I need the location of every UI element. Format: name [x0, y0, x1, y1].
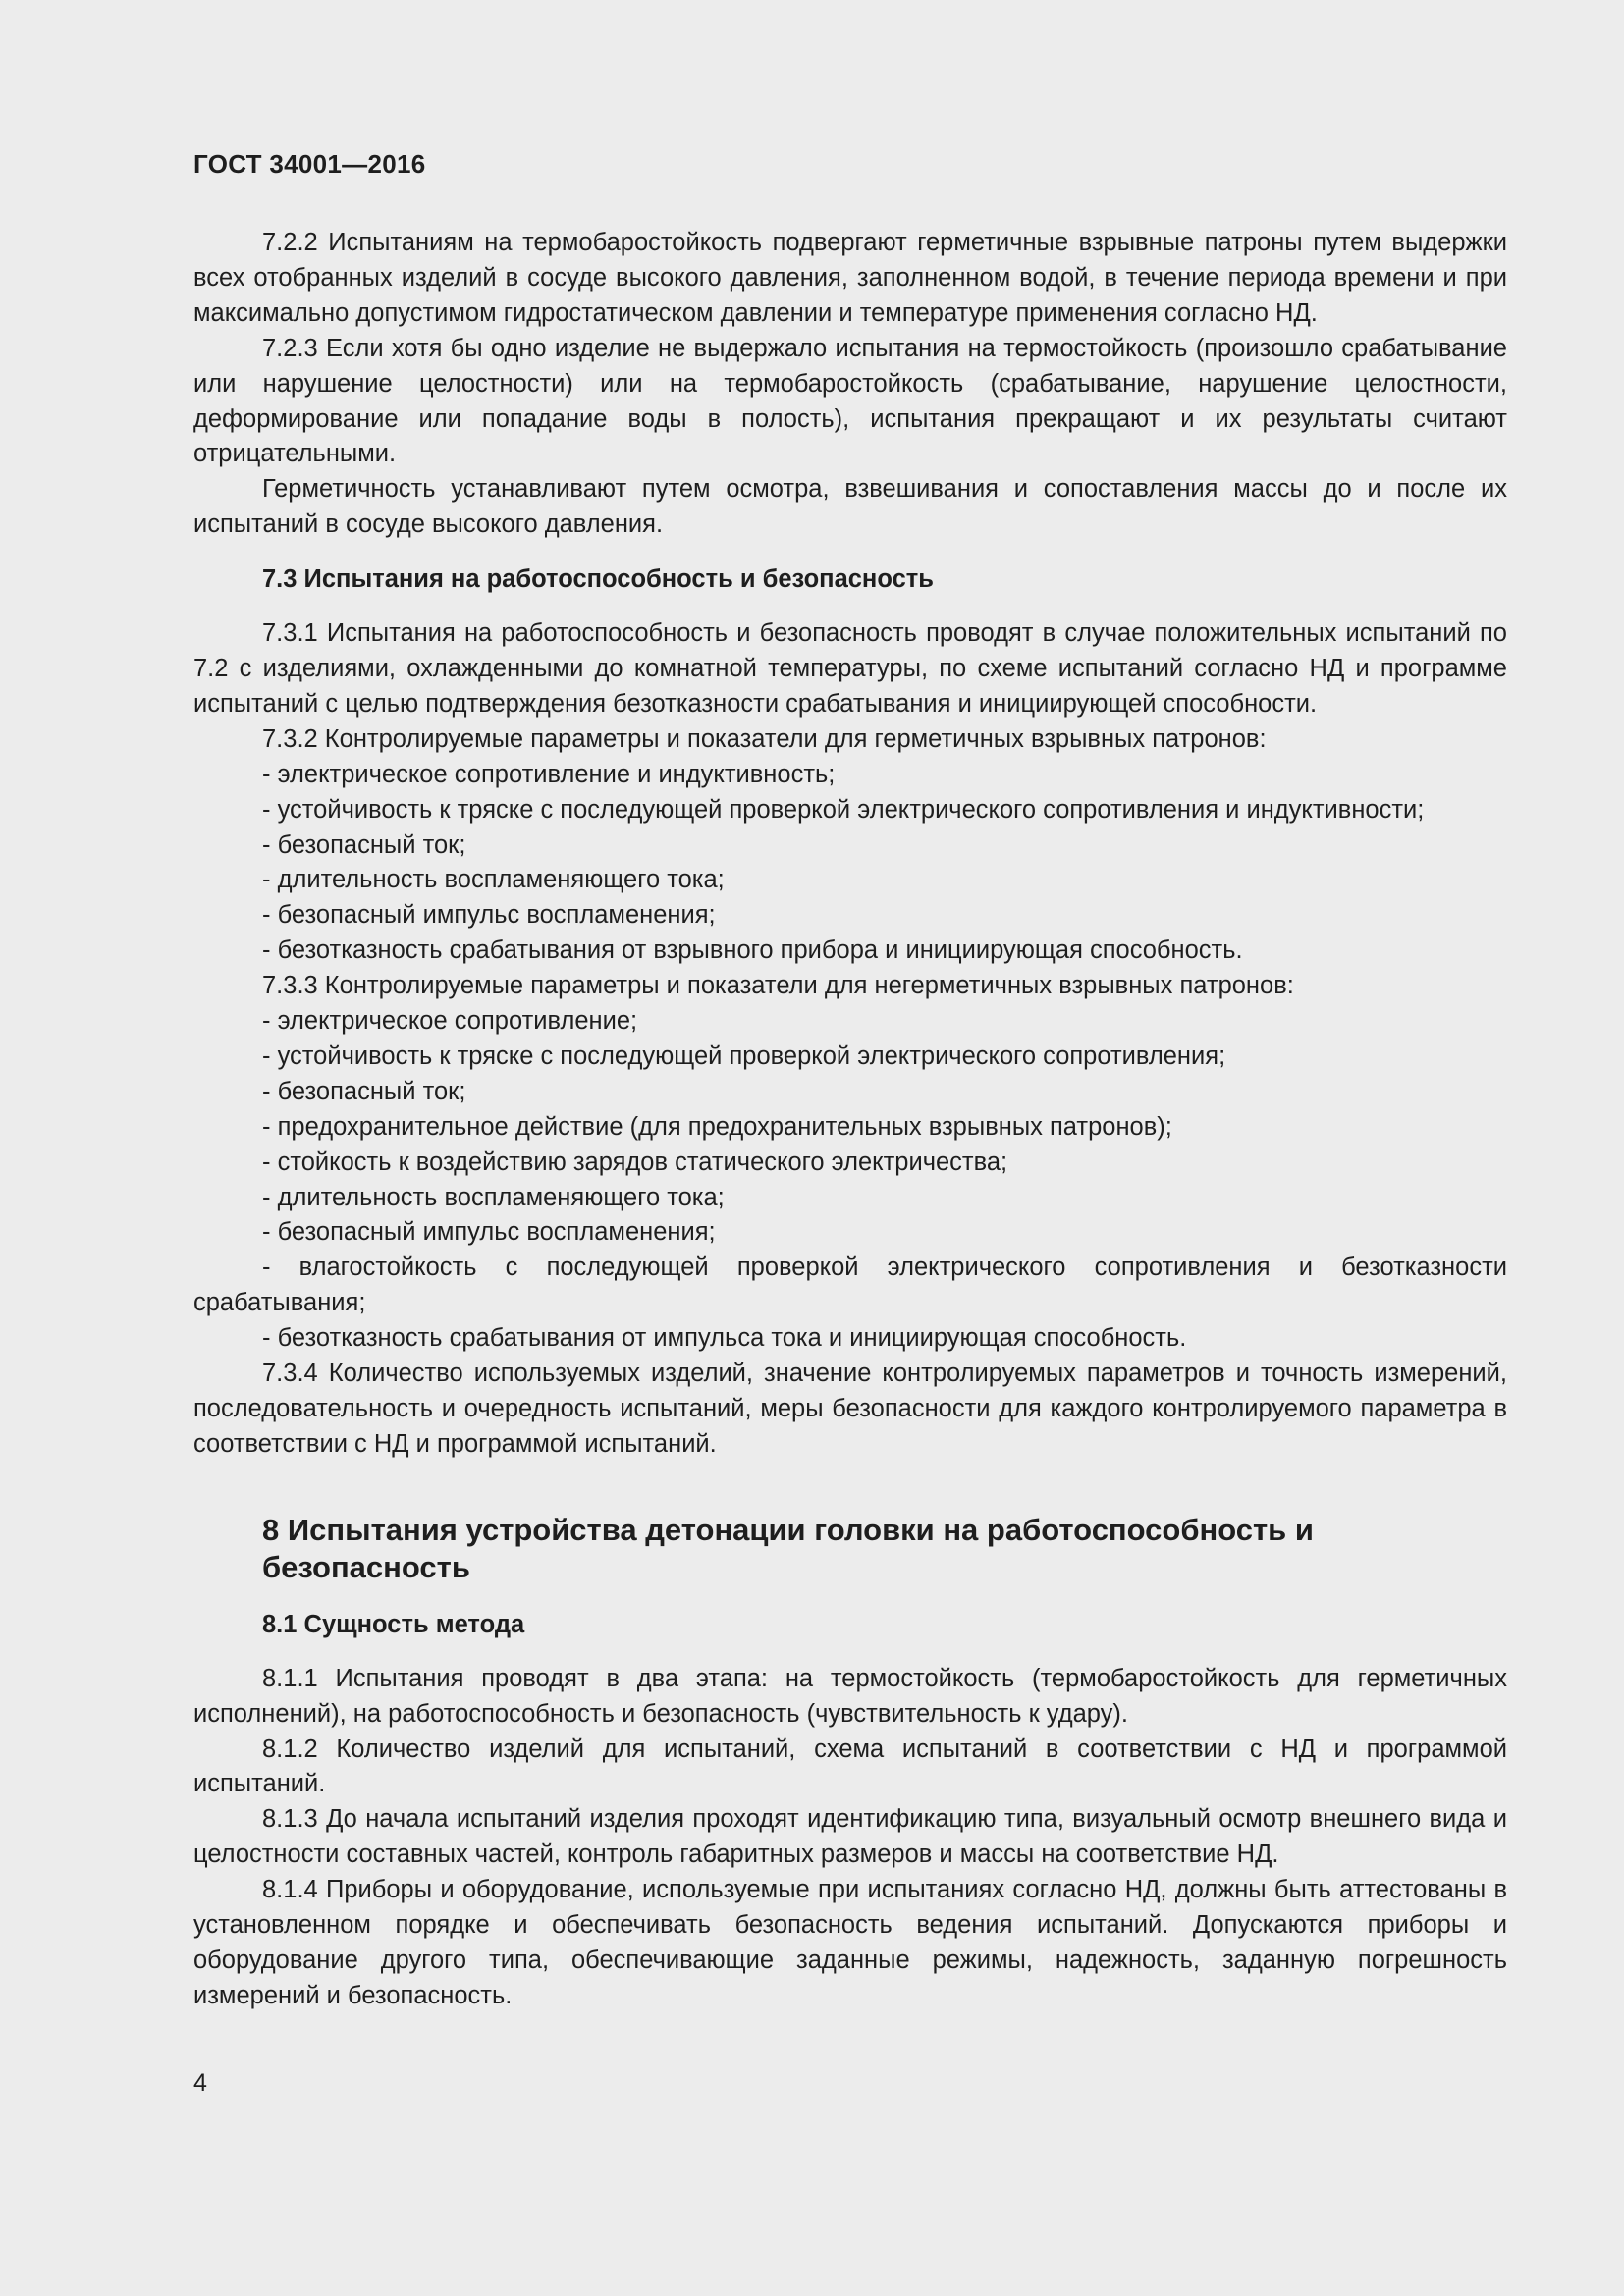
list-item: - безотказность срабатывания от импульса тока и инициирующая способность.	[262, 1324, 1187, 1353]
list-item: - безопасный импульс воспламенения;	[262, 901, 716, 930]
page-number: 4	[193, 2069, 207, 2097]
document-header: ГОСТ 34001—2016	[193, 149, 426, 179]
list-7-3-3	[193, 1004, 1507, 1357]
list-item: - длительность воспламеняющего тока;	[262, 866, 725, 894]
section-heading-8: 8 Испытания устройства детонации головки на работоспособность и безопасность	[262, 1512, 1314, 1584]
list-item: - безопасный ток;	[262, 830, 466, 859]
list-item: - безопасный ток;	[262, 1077, 466, 1105]
section-heading-8-1: 8.1 Сущность метода	[262, 1610, 525, 1638]
paragraph-7-2-2: 7.2.2 Испытаниям на термобаростойкость подвергают герметичные взрывные патроны путем выдержки всех отобранных изделий в сосуде высокого давления, заполненном водой, в течение периода времени и при максимально допустимом гидростатическом давлении и температуре применения согласно НД.	[193, 229, 1507, 327]
paragraph-7-2-3: 7.2.3 Если хотя бы одно изделие не выдержало испытания на термостойкость (произошло срабатывание или нарушение целостности) или на термобаростойкость (срабатывание, нарушение целостности, деформирование или попадание воды в полость), испытания прекращают и их результаты считают отрицательными.	[193, 334, 1507, 468]
list-item: - безопасный импульс воспламенения;	[262, 1218, 716, 1247]
document-body	[193, 226, 1507, 2014]
list-item: - влагостойкость с последующей проверкой электрического сопротивления и безотказности срабатывания;	[193, 1254, 1507, 1317]
paragraph-hermetic: Герметичность устанавливают путем осмотра, взвешивания и сопоставления массы до и после их испытаний в сосуде высокого давления.	[193, 475, 1507, 539]
paragraph-7-3-4: 7.3.4 Количество используемых изделий, значение контролируемых параметров и точность измерений, последовательность и очередность испытаний, меры безопасности для каждого контролируемого параметра в соответствии с НД и программой испытаний.	[193, 1360, 1507, 1458]
paragraph-8-1-3: 8.1.3 До начала испытаний изделия проходят идентификацию типа, визуальный осмотр внешнего вида и целостности составных частей, контроль габаритных размеров и массы на соответствие НД.	[193, 1805, 1507, 1869]
paragraph-7-3-1: 7.3.1 Испытания на работоспособность и безопасность проводят в случае положительных испытаний по 7.2 с изделиями, охлажденными до комнатной температуры, по схеме испытаний согласно НД и программе испытаний с целью подтверждения безотказности срабатывания и инициирующей способности.	[193, 619, 1507, 718]
list-item: - стойкость к воздействию зарядов статического электричества;	[262, 1148, 1008, 1176]
list-item: - электрическое сопротивление;	[262, 1007, 638, 1036]
section-heading-7-3: 7.3 Испытания на работоспособность и безопасность	[262, 565, 934, 594]
list-item: - устойчивость к тряске с последующей проверкой электрического сопротивления и индуктивности;	[262, 795, 1425, 824]
paragraph-8-1-2: 8.1.2 Количество изделий для испытаний, схема испытаний в соответствии с НД и программой испытаний.	[193, 1735, 1507, 1798]
paragraph-8-1-1: 8.1.1 Испытания проводят в два этапа: на термостойкость (термобаростойкость для герметичных исполнений), на работоспособность и безопасность (чувствительность к удару).	[193, 1664, 1507, 1728]
list-item: - электрическое сопротивление и индуктивность;	[262, 760, 836, 788]
list-item: - длительность воспламеняющего тока;	[262, 1183, 725, 1211]
list-item: - безотказность срабатывания от взрывного прибора и инициирующая способность.	[262, 936, 1243, 965]
list-item: - устойчивость к тряске с последующей проверкой электрического сопротивления;	[262, 1041, 1226, 1070]
paragraph-7-3-2: 7.3.2 Контролируемые параметры и показатели для герметичных взрывных патронов:	[262, 724, 1267, 753]
paragraph-7-3-3: 7.3.3 Контролируемые параметры и показатели для негерметичных взрывных патронов:	[262, 972, 1294, 1000]
paragraph-8-1-4: 8.1.4 Приборы и оборудование, используемые при испытаниях согласно НД, должны быть аттестованы в установленном порядке и обеспечивать безопасность ведения испытаний. Допускаются приборы и оборудование другого типа, обеспечивающие заданные режимы, надежность, заданную погрешность измерений и безопасность.	[193, 1876, 1507, 2009]
list-7-3-2	[193, 758, 1507, 969]
list-item: - предохранительное действие (для предохранительных взрывных патронов);	[262, 1112, 1172, 1141]
